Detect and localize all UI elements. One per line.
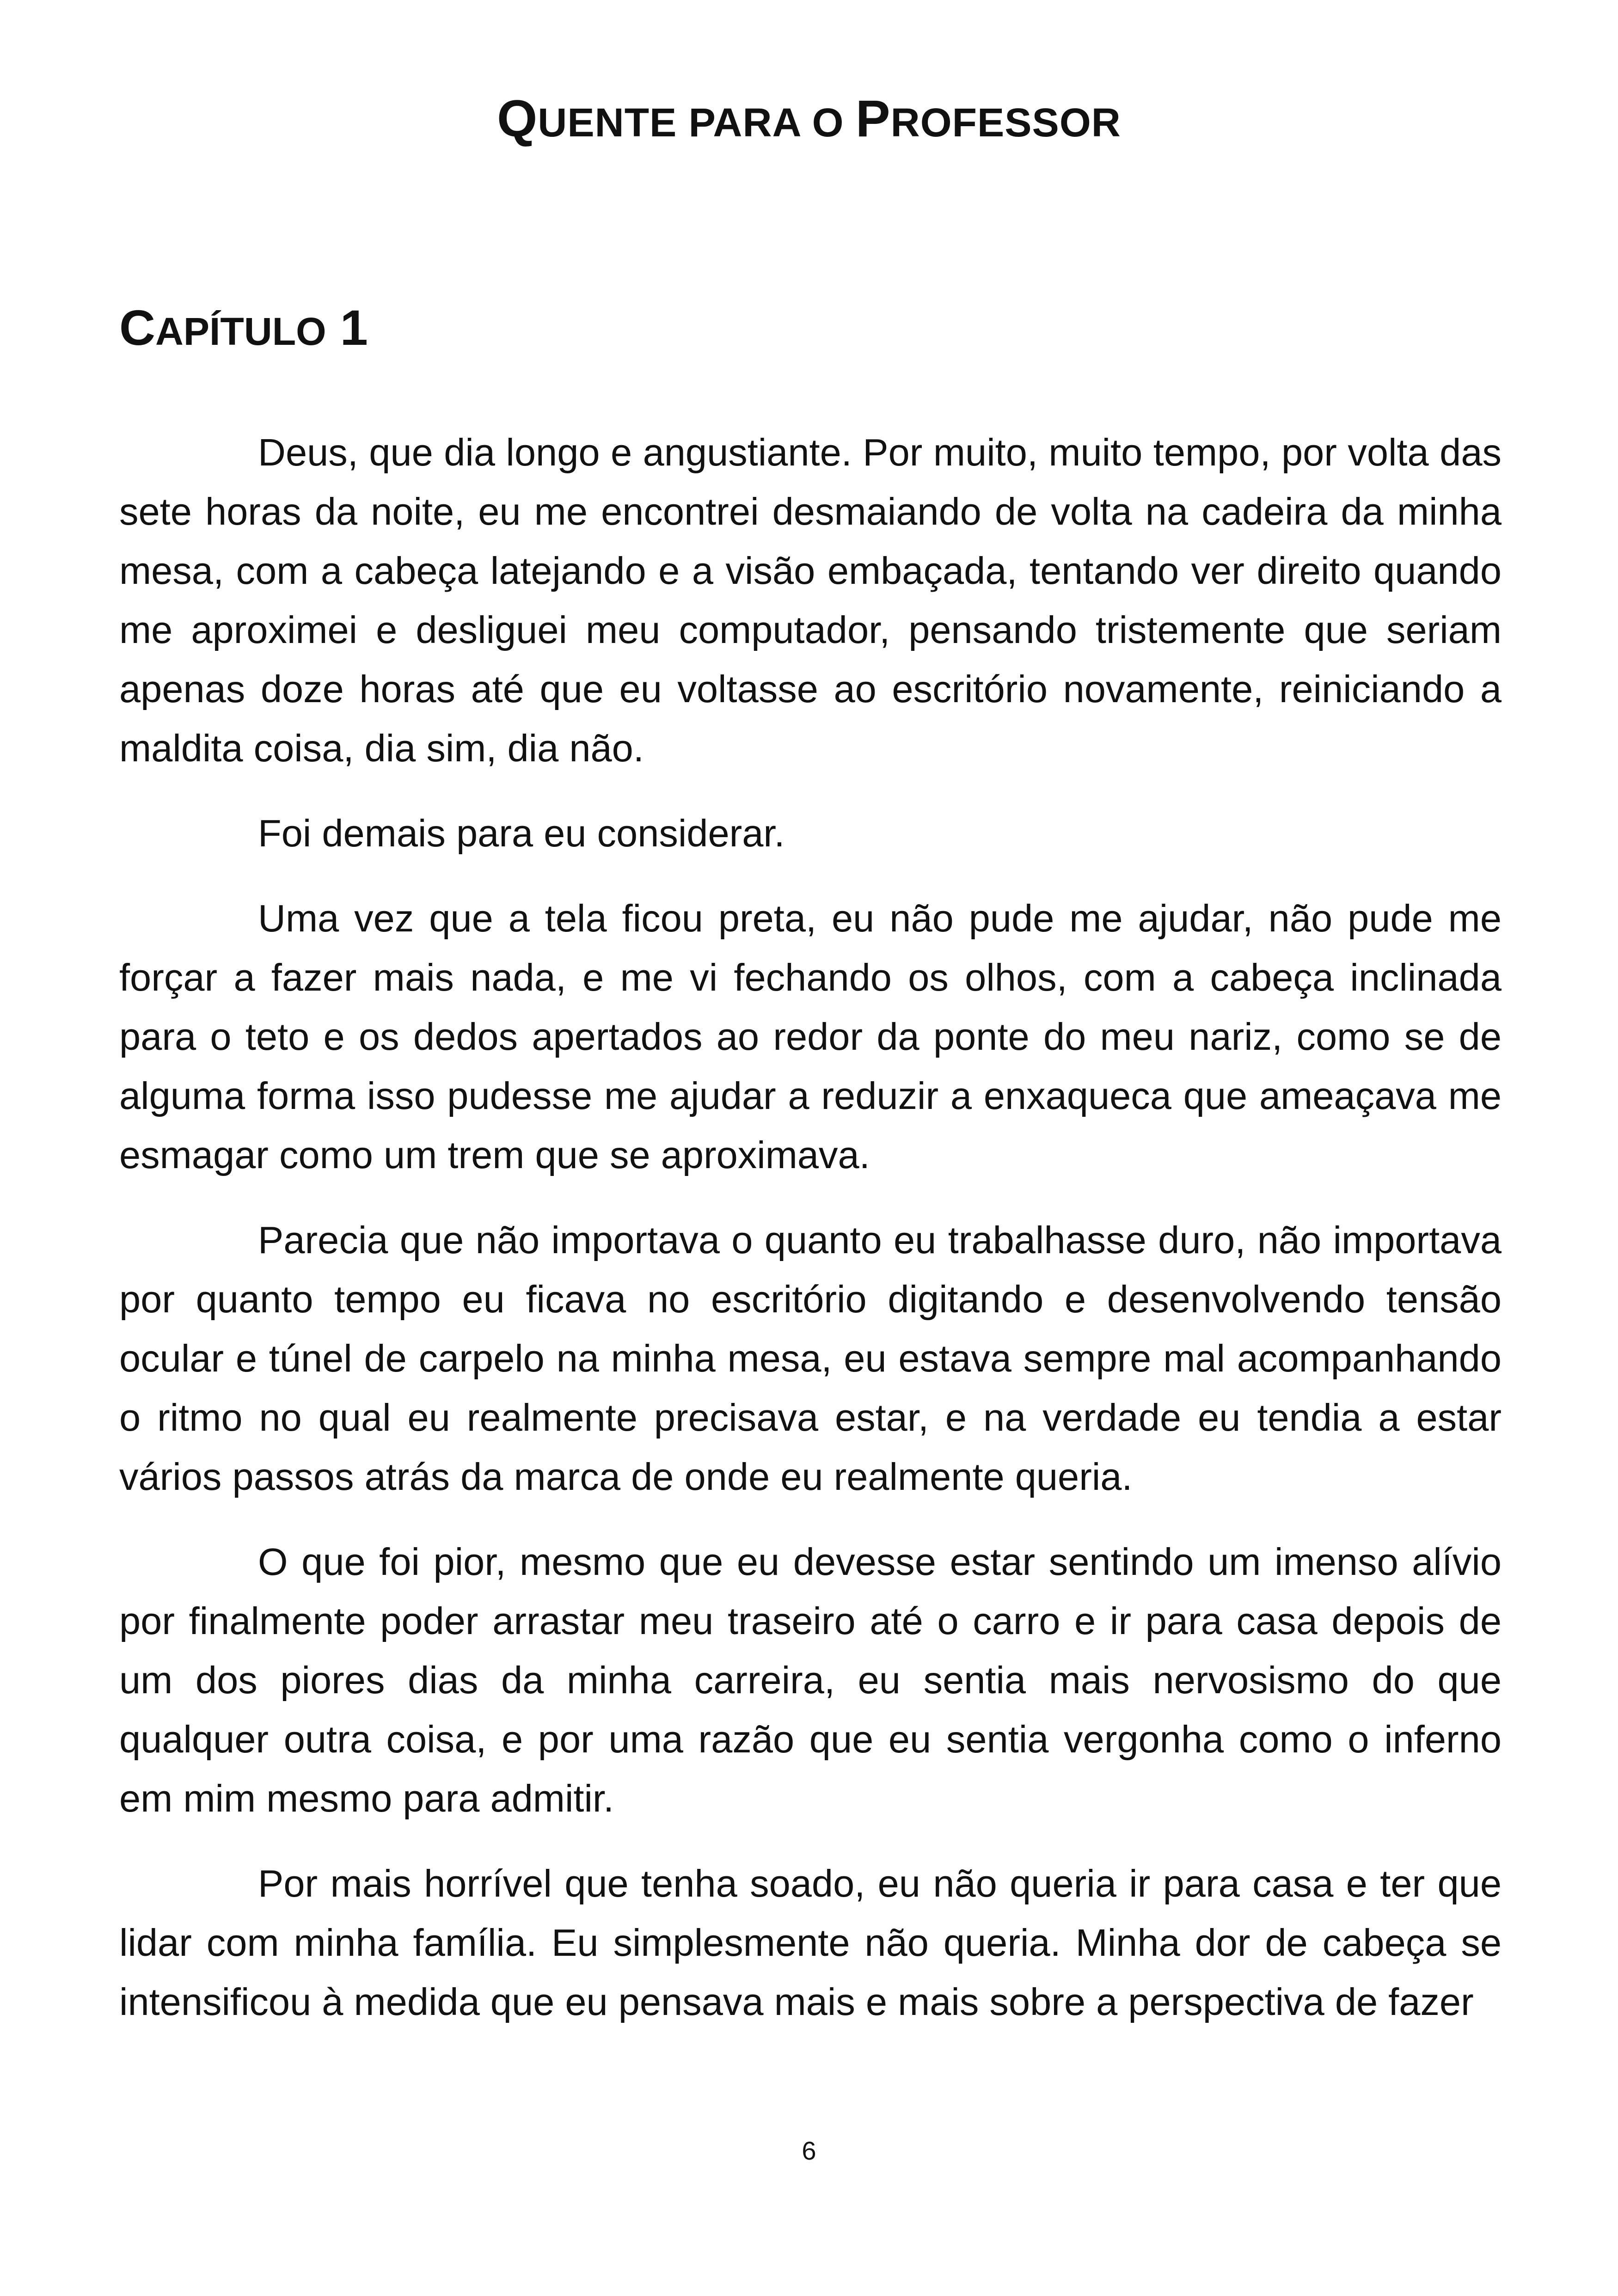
- paragraph: Por mais horrível que tenha soado, eu não queria ir para casa e ter que lidar com minha família. Eu simplesmente não queria. Minha dor de cabeça se intensificou à medida que eu pensava mais e mais sobre a perspectiva de fazer: [119, 1862, 1502, 2023]
- chapter-word: APÍTULO: [155, 310, 326, 353]
- chapter-number: 1: [326, 300, 368, 355]
- book-title-small-caps-1: UENTE PARA O: [538, 100, 856, 145]
- paragraph: O que foi pior, mesmo que eu devesse estar sentindo um imenso alívio por finalmente poder arrastar meu traseiro até o carro e ir para casa depois de um dos piores dias da minha carreira, eu sentia mais nervosismo do que qualquer outra coisa, e por uma razão que eu sentia vergonha como o inferno em mim mesmo para admitir.: [119, 1540, 1502, 1820]
- paragraph: Uma vez que a tela ficou preta, eu não pude me ajudar, não pude me forçar a fazer mais nada, e me vi fechando os olhos, com a cabeça inclinada para o teto e os dedos apertados ao redor da ponte do meu nariz, como se de alguma forma isso pudesse me ajudar a reduzir a enxaqueca que ameaçava me esmagar como um trem que se aproximava.: [119, 897, 1502, 1176]
- paragraph: Deus, que dia longo e angustiante. Por muito, muito tempo, por volta das sete horas da noite, eu me encontrei desmaiando de volta na cadeira da minha mesa, com a cabeça latejando e a visão embaçada, tentando ver direito quando me aproximei e desliguei meu computador, pensando tristemente que seriam apenas doze horas até que eu voltasse ao escritório novamente, reiniciando a maldita coisa, dia sim, dia não.: [119, 431, 1502, 770]
- book-title-initial-p: P: [855, 90, 891, 147]
- paragraph: Parecia que não importava o quanto eu trabalhasse duro, não importava por quanto tempo eu ficava no escritório digitando e desenvolvendo tensão ocular e túnel de carpelo na minha mesa, eu estava sempre mal acompanhando o ritmo no qual eu realmente precisava estar, e na verdade eu tendia a estar vários passos atrás da marca de onde eu realmente queria.: [119, 1218, 1502, 1498]
- paragraph: Foi demais para eu considerar.: [258, 812, 785, 855]
- chapter-initial: C: [119, 300, 155, 355]
- page-number: 6: [802, 2136, 816, 2165]
- book-title: [0, 90, 1618, 147]
- chapter-heading: [119, 300, 368, 355]
- book-title-initial-q: Q: [497, 90, 538, 147]
- chapter-body: [119, 423, 1502, 2057]
- book-title-small-caps-2: ROFESSOR: [890, 100, 1121, 145]
